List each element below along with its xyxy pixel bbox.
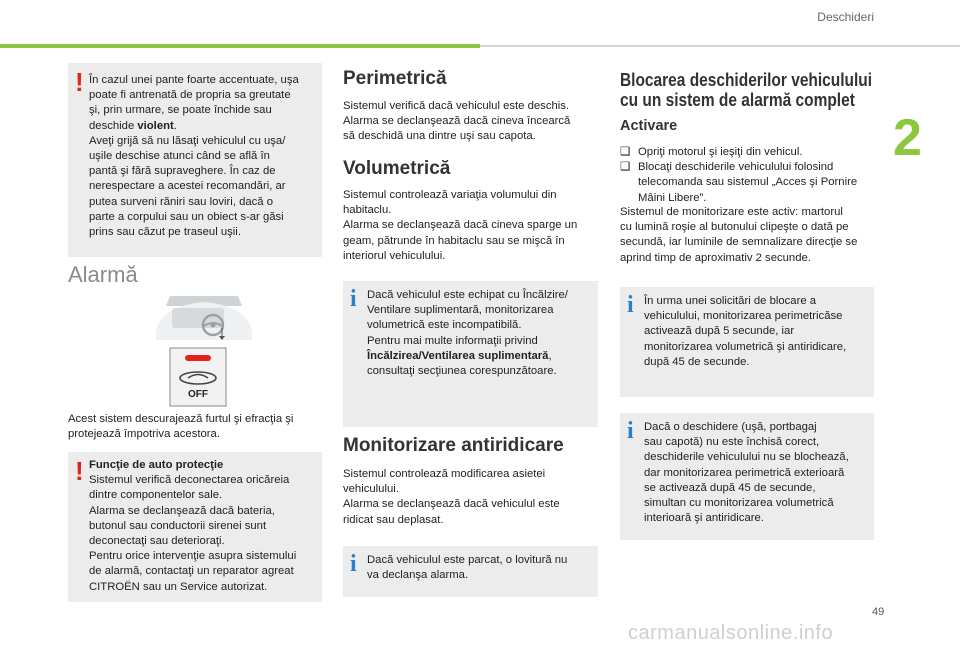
- list-item: ❑ Opriţi motorul şi ieşiţi din vehicul.: [620, 145, 882, 160]
- activation-status-text: Sistemul de monitorizare este activ: martorul cu lumină roşie al butonului clipeşte o dată pe secundă, iar luminile de semnalizare direcţie se aprind timp de aproximativ 2 secunde.: [620, 206, 858, 264]
- warning-slope-text: În cazul unei pante foarte accentuate, uşa poate fi antrenată de propria sa greutate şi, prin urmare, se poate închide sau deschide violent. Aveţi grijă să nu lăsaţi vehiculul cu uşa/ uşile deschise atunci când se află în pantă şi fără supraveghere. În caz de nerespectare a acestei recomandări, ar putea surveni răniri sau loviri, dacă o parte a corpului sau un obiect s-ar găsi prins sau căzut pe traseul uşii.: [89, 74, 299, 239]
- info-icon: i: [350, 286, 357, 312]
- info-parked-text: Dacă vehiculul este parcat, o lovitură nu va declanşa alarma.: [367, 554, 568, 582]
- watermark: carmanualsonline.info: [628, 622, 834, 644]
- perimetric-text: Sistemul verifică dacă vehiculul este deschis. Alarma se declanşează dacă cineva încearcă să deschidă una dintre uşi sau capota.: [343, 100, 571, 143]
- list-item: ❑ Blocaţi deschiderile vehiculului folosind telecomanda sau sistemul „Acces şi Pornire Mâini Libere”.: [620, 161, 858, 204]
- header-accent-bar: [0, 44, 480, 48]
- header-rule: [480, 45, 960, 47]
- info-open-door-text: Dacă o deschidere (uşă, portbagaj sau capotă) nu este închisă corect, deschiderile vehiculului nu se blochează, dar monitorizarea perimetrică exterioară se activează după 45 de secunde, simultan cu monitorizarea volumetrică interioară şi antiridicare.: [644, 421, 849, 525]
- warning-box-slope: [68, 63, 322, 257]
- info-icon: i: [627, 418, 634, 444]
- info-heating-text: Dacă vehiculul este echipat cu Încălzire/ Ventilare suplimentară, monitorizarea volumetrică este incompatibilă. Pentru mai multe informaţii privind Încălzirea/Ventilarea suplimentară, consultaţi secţiunea corespunzătoare.: [367, 289, 568, 378]
- info-box-open-door: [620, 413, 874, 540]
- warning-icon: !: [75, 67, 84, 97]
- warning-icon: !: [75, 456, 84, 486]
- activation-title: Activare: [620, 118, 678, 134]
- alarm-intro: Acest sistem descurajează furtul şi efracţia şi protejează împotriva acestora.: [68, 413, 294, 441]
- info-box-parked: [343, 546, 598, 597]
- info-box-lock-delay: [620, 287, 874, 397]
- tilt-title: Monitorizare antiridicare: [343, 435, 564, 456]
- info-box-heating: [343, 281, 598, 427]
- section-title: Deschideri: [817, 10, 874, 24]
- perimetric-title: Perimetrică: [343, 68, 447, 89]
- checkbox-bullet-icon: ❑: [620, 161, 631, 174]
- alarm-title: Alarmă: [68, 262, 138, 287]
- tilt-text: Sistemul controlează modificarea asietei vehiculului. Alarma se declanşează dacă vehiculul este ridicat sau deplasat.: [343, 468, 560, 526]
- svg-text:OFF: OFF: [188, 389, 208, 400]
- warning-box-self-protection: [68, 452, 322, 602]
- warning-self-protection-text: Funcţie de auto protecţie Sistemul verifică deconectarea oricăreia dintre componentelor sale. Alarma se declanşează dacă bateria, butonul sau conductorii sirenei sunt deconectaţi sau deterioraţi. Pentru orice intervenţie asupra sistemului de alarmă, contactaţi un reparator agreat CITROËN sau un Service autorizat.: [89, 459, 297, 593]
- volumetric-text: Sistemul controlează variaţia volumului din habitaclu. Alarma se declanşează dacă cineva sparge un geam, pătrunde în habitaclu sau se mişcă în interiorul vehiculului.: [343, 189, 578, 262]
- info-lock-delay-text: În urma unei solicitări de blocare a vehiculului, monitorizarea perimetricăse activează după 5 secunde, iar monitorizarea volumetrică şi antiridicare, după 45 de secunde.: [644, 295, 847, 368]
- info-icon: i: [350, 551, 357, 577]
- page-number: 49: [872, 606, 885, 618]
- info-icon: i: [627, 292, 634, 318]
- chapter-number: 2: [893, 109, 922, 167]
- checkbox-bullet-icon: ❑: [620, 146, 631, 158]
- right-title: Blocarea deschiderilor vehiculului cu un sistem de alarmă complet: [620, 70, 873, 110]
- activation-steps: [620, 145, 882, 206]
- volumetric-title: Volumetrică: [343, 158, 451, 179]
- alarm-illustration: [150, 292, 260, 412]
